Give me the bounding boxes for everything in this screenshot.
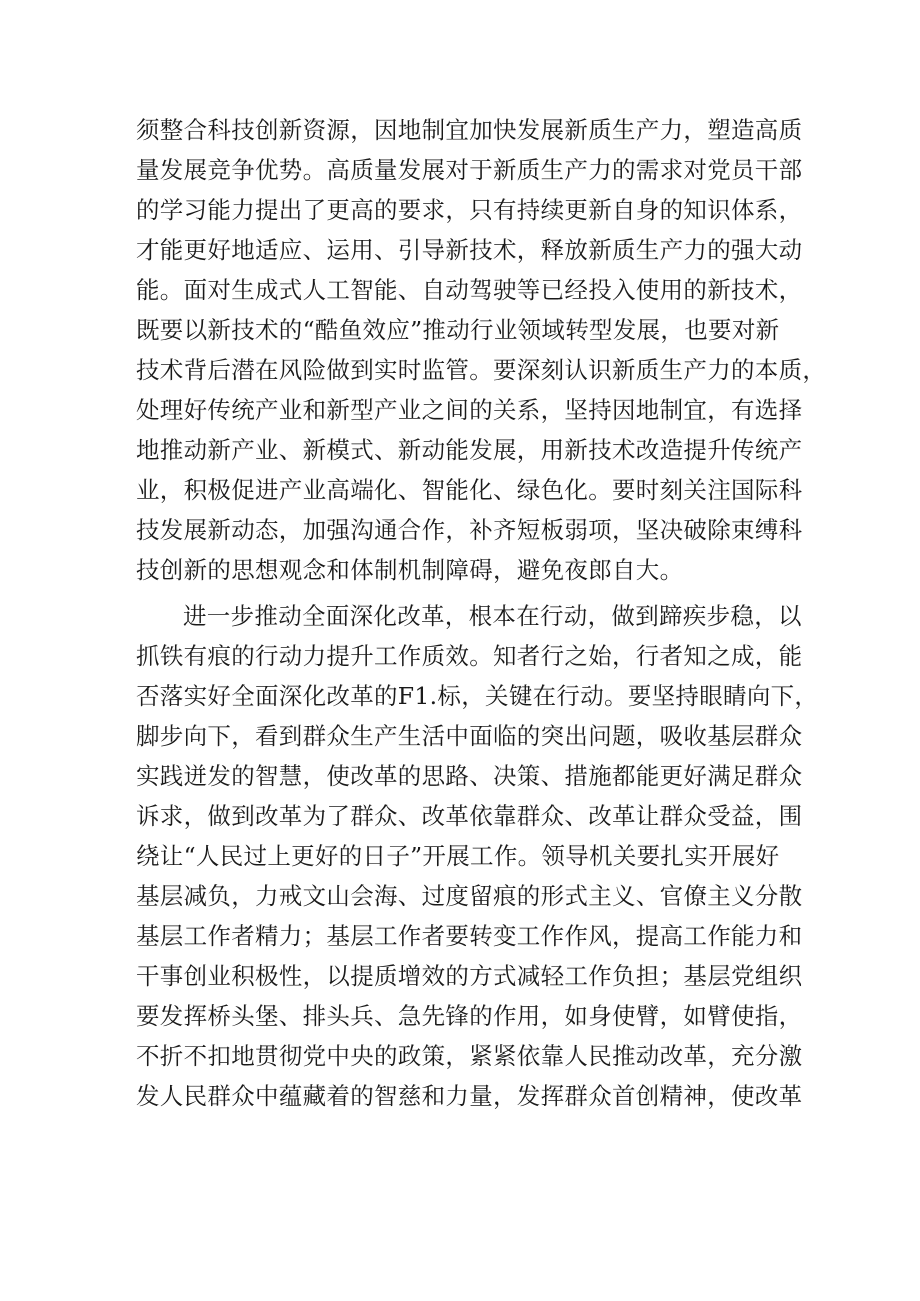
text-line: 既要以新技术的“酷鱼效应”推动行业领域转型发展，也要对新 (136, 316, 780, 344)
text-line: 发人民群众中蕴藏着的智慈和力量，发挥群众首创精神，使改革 (136, 1082, 803, 1110)
text-line: 技发展新动态，加强沟通合作，补齐短板弱项，坚决破除束缚科 (136, 516, 803, 544)
text-line: 实践迸发的智慧，使改革的思路、决策、措施都能更好满足群众 (136, 762, 803, 790)
text-line: 业，积极促进产业高端化、智能化、绿色化。要时刻关注国际科 (136, 476, 803, 504)
paragraph-1 (136, 110, 827, 590)
body-text (136, 110, 827, 1116)
text-line: 量发展竞争优势。高质量发展对于新质生产力的需求对党员干部 (136, 156, 803, 184)
text-line: 地推动新产业、新模式、新动能发展，用新技术改造提升传统产 (136, 436, 803, 464)
text-line: 脚步向下，看到群众生产生活中面临的突出问题，吸收基层群众 (136, 722, 803, 750)
text-line: 技创新的思想观念和体制机制障碍，避免夜郎自大。 (136, 556, 684, 584)
text-line: 抓铁有痕的行动力提升工作质效。知者行之始，行者知之成，能 (136, 642, 803, 670)
text-line: 的学习能力提出了更高的要求，只有持续更新自身的知识体系， (136, 196, 803, 224)
text-line: 基层减负，力戒文山会海、过度留痕的形式主义、官僚主义分散 (136, 882, 803, 910)
text-line: 才能更好地适应、运用、引导新技术，释放新质生产力的强大动 (136, 236, 803, 264)
text-line: 绕让“人民过上更好的日子”开展工作。领导机关要扎实开展好 (136, 842, 780, 870)
paragraph-2 (136, 596, 819, 1116)
text-line: 技术背后潜在风险做到实时监管。要深刻认识新质生产力的本质， (136, 356, 827, 384)
text-line: 干事创业积极性，以提质增效的方式减轻工作负担；基层党组织 (136, 962, 803, 990)
text-line: 能。面对生成式人工智能、自动驾驶等已经投入使用的新技术， (136, 276, 803, 304)
text-line: 否落实好全面深化改革的F1.标，关键在行动。要坚持眼睛向下， (136, 682, 819, 710)
text-line: 基层工作者精力；基层工作者要转变工作作风，提高工作能力和 (136, 922, 803, 950)
text-line-indented: 进一步推动全面深化改革，根本在行动，做到蹄疾步稳，以 (183, 602, 802, 630)
text-line: 须整合科技创新资源，因地制宜加快发展新质生产力，塑造高质 (136, 116, 803, 144)
text-line: 诉求，做到改革为了群众、改革依靠群众、改革让群众受益，围 (136, 802, 803, 830)
text-line: 不折不扣地贯彻党中央的政策，紧紧依靠人民推动改革，充分激 (136, 1042, 803, 1070)
text-line: 要发挥桥头堡、排头兵、急先锋的作用，如身使臂，如臂使指， (136, 1002, 803, 1030)
text-line: 处理好传统产业和新型产业之间的关系，坚持因地制宜，有选择 (136, 396, 803, 424)
